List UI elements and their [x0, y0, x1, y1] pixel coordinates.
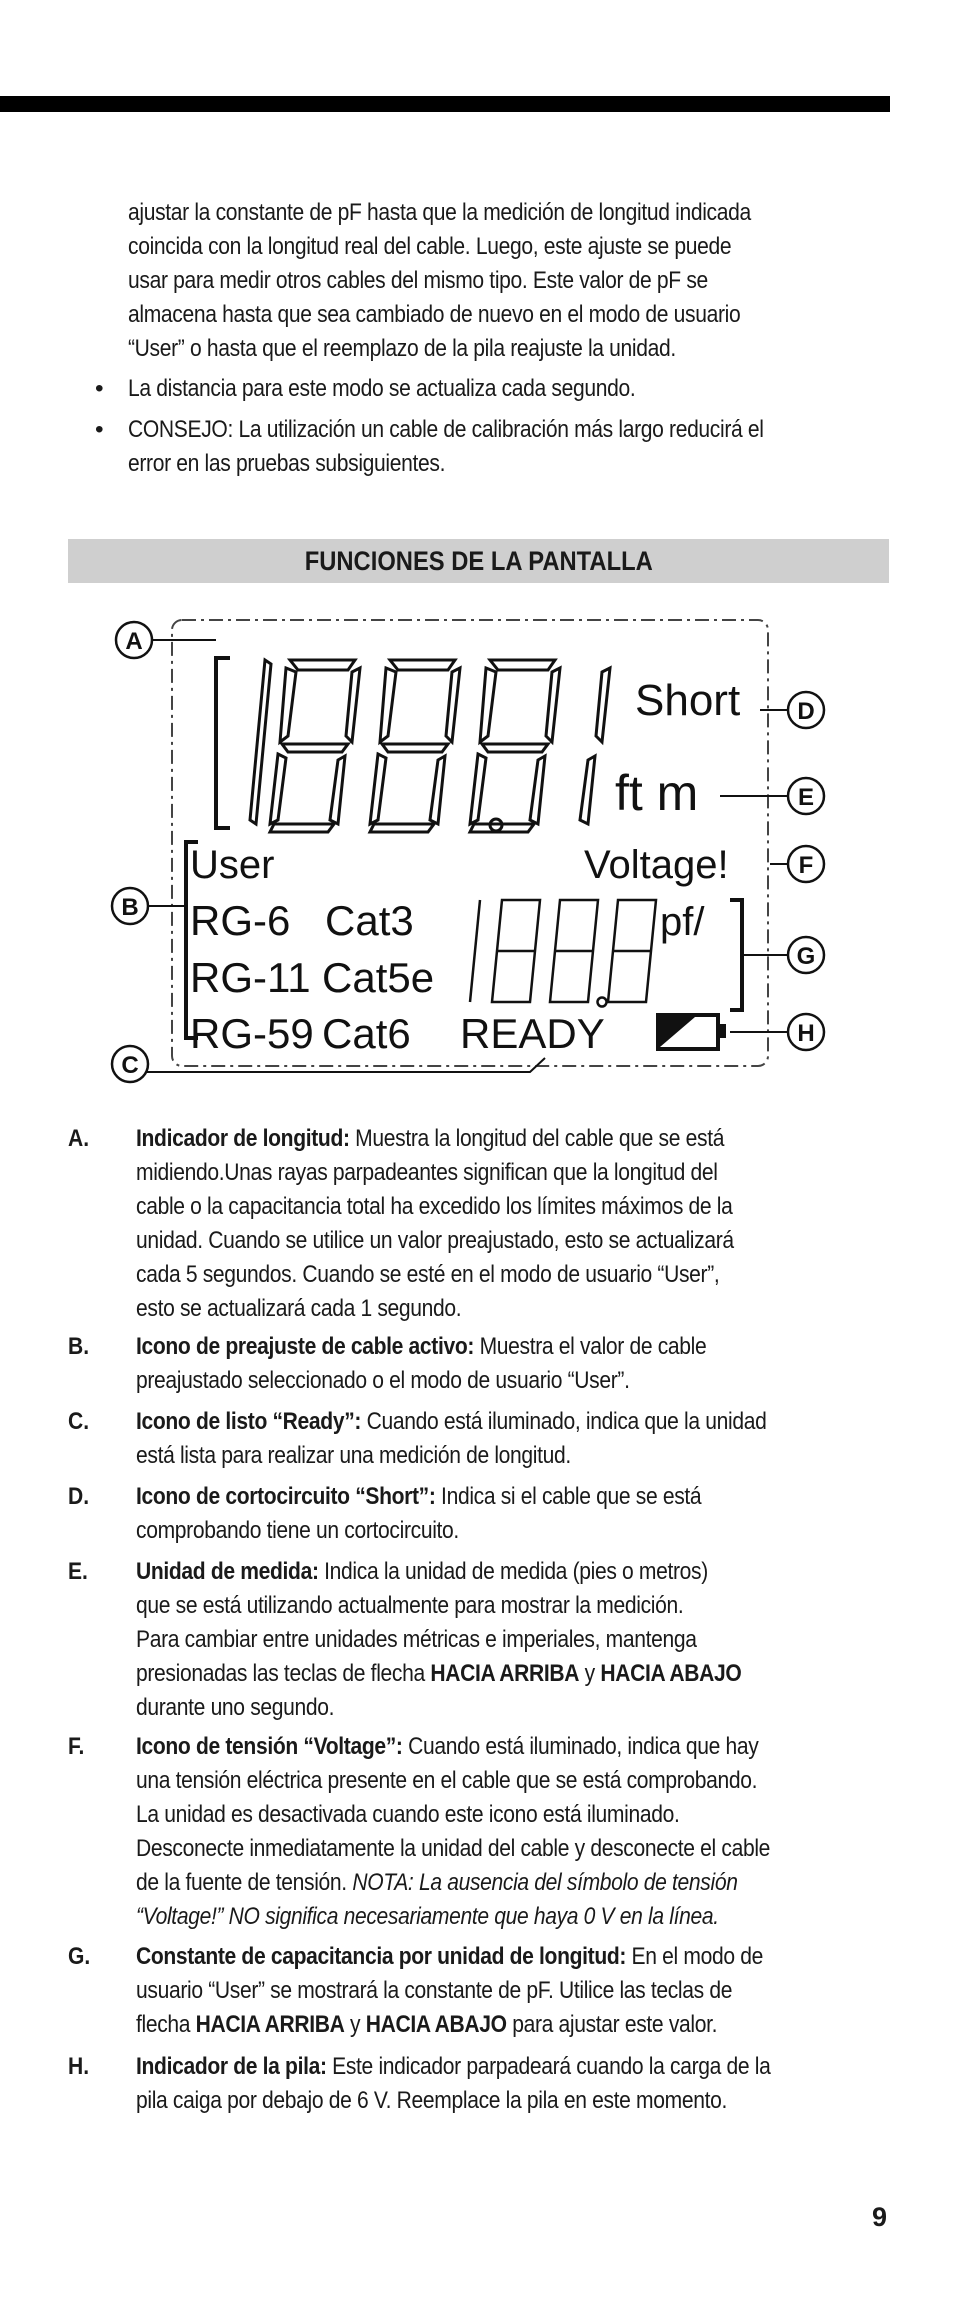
cable-cat6: Cat6 [322, 1010, 411, 1057]
cable-rg6: RG-6 [190, 897, 291, 944]
svg-text:E: E [797, 784, 815, 811]
top-rule [0, 96, 890, 112]
voltage-indicator: Voltage! [584, 843, 729, 887]
pf-indicator: pf/ [660, 900, 705, 944]
bullet-marker: • [95, 416, 104, 443]
length-digits [250, 660, 610, 832]
units-indicator: ft m [615, 765, 699, 821]
bullet-text: La distancia para este modo se actualiza cada segundo. [128, 375, 636, 402]
page-number: 9 [872, 2202, 888, 2232]
user-indicator: User [190, 843, 275, 887]
cable-cat3: Cat3 [325, 897, 414, 944]
cable-rg59: RG-59 [190, 1010, 314, 1057]
svg-text:C: C [121, 1052, 139, 1079]
svg-text:F: F [798, 852, 814, 879]
svg-text:H: H [797, 1020, 815, 1047]
section-heading: FUNCIONES DE LA PANTALLA [68, 539, 889, 583]
capacitance-digits [470, 900, 656, 1007]
digits-bracket [216, 658, 230, 828]
svg-text:B: B [121, 894, 139, 921]
battery-icon [658, 1015, 726, 1049]
cable-cat5e: Cat5e [322, 954, 435, 1001]
svg-text:G: G [796, 943, 816, 970]
bullet-text: CONSEJO: La utilización un cable de calibración más largo reducirá el error en las pruebas subsiguientes. [128, 416, 764, 477]
pf-bracket [730, 900, 742, 1010]
cable-rg11: RG-11 [190, 954, 311, 1001]
lcd-display-diagram [90, 610, 850, 1090]
short-indicator: Short [635, 676, 741, 725]
bullet-marker: • [95, 375, 104, 402]
intro-paragraph: ajustar la constante de pF hasta que la medición de longitud indicada coincida con la longitud real del cable. Luego, este ajuste se puede usar para medir otros cables del mismo tipo. Este valor de pF se almacena hasta que sea cambiado de nuevo en el modo de usuario “User” o hasta que el reemplazo de la pila reajuste la unidad. [128, 199, 751, 362]
svg-text:D: D [797, 698, 815, 725]
svg-text:A: A [125, 628, 143, 655]
ready-indicator: READY [460, 1010, 605, 1057]
